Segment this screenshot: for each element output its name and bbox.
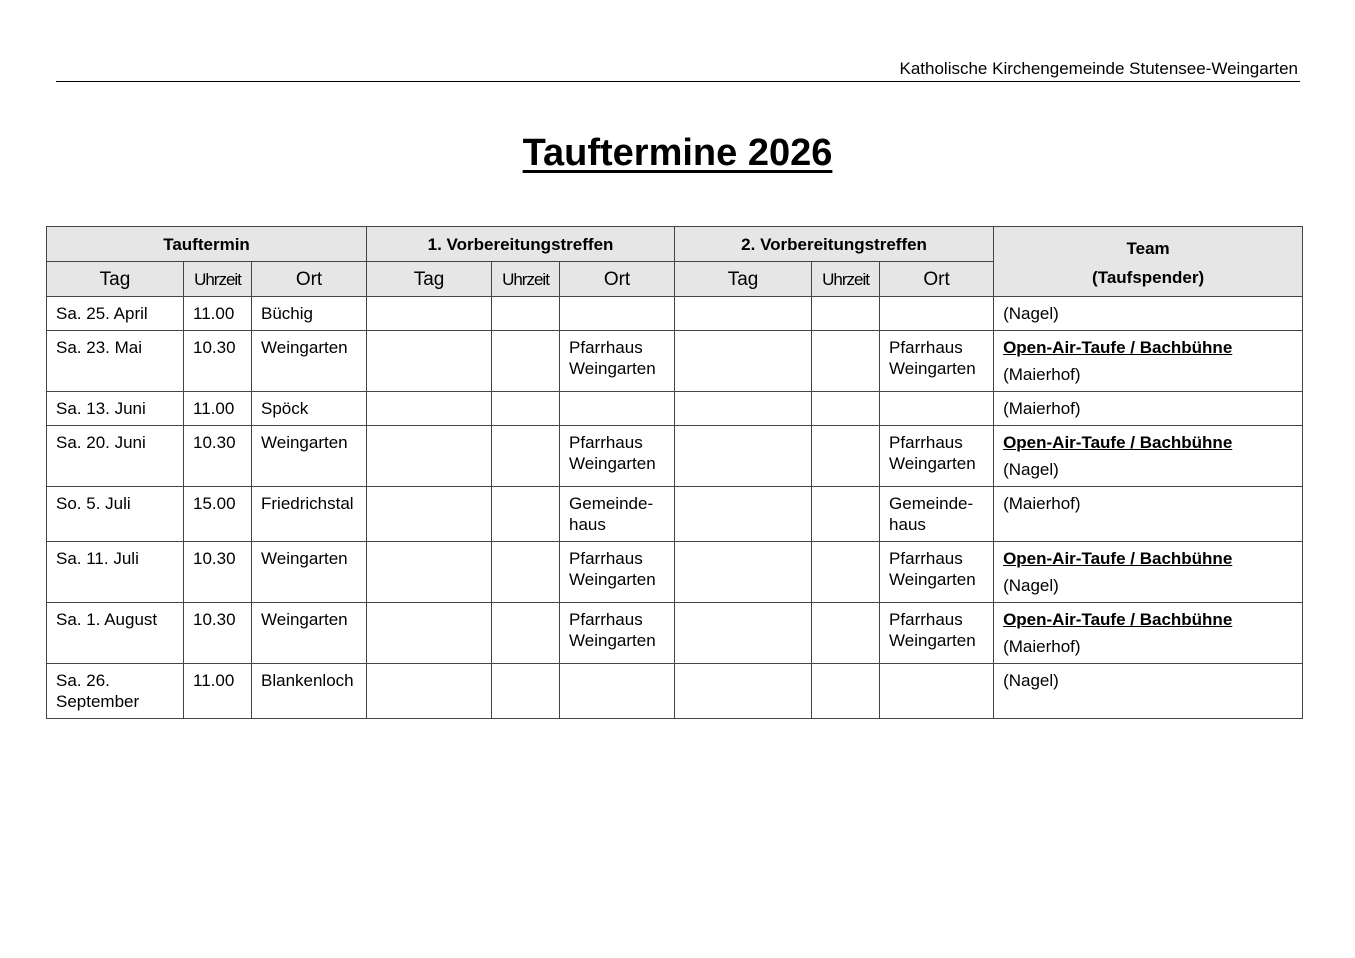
team-name: (Nagel) <box>1003 576 1059 595</box>
team-name: (Nagel) <box>1003 460 1059 479</box>
table-row <box>47 664 1303 719</box>
v1-ort-cell <box>560 297 675 331</box>
ort-cell: Weingarten <box>252 603 367 664</box>
uhrzeit-cell: 10.30 <box>184 542 252 603</box>
v1-ort-cell: Gemeinde-haus <box>560 487 675 542</box>
table-row <box>47 487 1303 542</box>
v1-tag-cell <box>367 664 492 719</box>
column-header: Uhrzeit <box>184 262 252 297</box>
ort-cell: Friedrichstal <box>252 487 367 542</box>
baptism-schedule-table <box>46 226 1303 719</box>
tag-cell: Sa. 11. Juli <box>47 542 184 603</box>
organization-header: Katholische Kirchengemeinde Stutensee-Weingarten <box>899 59 1298 78</box>
column-header: Ort <box>252 262 367 297</box>
team-cell <box>994 603 1303 664</box>
v2-tag-cell <box>675 392 812 426</box>
v2-uhrzeit-cell <box>812 297 880 331</box>
uhrzeit-cell: 10.30 <box>184 331 252 392</box>
group-header-tauftermin: Tauftermin <box>47 227 367 262</box>
v1-uhrzeit-cell <box>492 487 560 542</box>
v2-tag-cell <box>675 542 812 603</box>
v2-uhrzeit-cell <box>812 331 880 392</box>
team-event-title: Open-Air-Taufe / Bachbühne <box>1003 549 1233 568</box>
v2-tag-cell <box>675 487 812 542</box>
column-header: Uhrzeit <box>492 262 560 297</box>
team-event-title: Open-Air-Taufe / Bachbühne <box>1003 610 1233 629</box>
team-cell <box>994 426 1303 487</box>
v1-tag-cell <box>367 542 492 603</box>
v2-tag-cell <box>675 297 812 331</box>
column-header: Uhrzeit <box>812 262 880 297</box>
v2-ort-cell: Pfarrhaus Weingarten <box>880 426 994 487</box>
page-title-text: Tauftermine 2026 <box>522 132 833 174</box>
v1-uhrzeit-cell <box>492 664 560 719</box>
ort-cell: Büchig <box>252 297 367 331</box>
v2-ort-cell: Gemeinde-haus <box>880 487 994 542</box>
v2-ort-cell <box>880 392 994 426</box>
ort-cell: Weingarten <box>252 331 367 392</box>
team-name: (Nagel) <box>1003 671 1059 690</box>
table-row <box>47 392 1303 426</box>
v2-ort-cell: Pfarrhaus Weingarten <box>880 331 994 392</box>
team-cell <box>994 392 1303 426</box>
v2-ort-cell: Pfarrhaus Weingarten <box>880 542 994 603</box>
v2-uhrzeit-cell <box>812 603 880 664</box>
v2-tag-cell <box>675 426 812 487</box>
v1-tag-cell <box>367 297 492 331</box>
uhrzeit-cell: 11.00 <box>184 664 252 719</box>
table-row <box>47 542 1303 603</box>
header-divider <box>56 81 1300 82</box>
group-header-vorbereitung-1: 1. Vorbereitungstreffen <box>367 227 675 262</box>
team-name: (Maierhof) <box>1003 399 1081 418</box>
v2-ort-cell <box>880 664 994 719</box>
team-header <box>994 227 1303 297</box>
team-cell <box>994 331 1303 392</box>
v2-tag-cell <box>675 664 812 719</box>
team-cell <box>994 297 1303 331</box>
ort-cell: Spöck <box>252 392 367 426</box>
v1-tag-cell <box>367 426 492 487</box>
team-event-title: Open-Air-Taufe / Bachbühne <box>1003 433 1233 452</box>
ort-cell: Blankenloch <box>252 664 367 719</box>
column-header: Tag <box>47 262 184 297</box>
v1-uhrzeit-cell <box>492 392 560 426</box>
team-name: (Nagel) <box>1003 304 1059 323</box>
team-name: (Maierhof) <box>1003 494 1081 513</box>
v1-uhrzeit-cell <box>492 297 560 331</box>
v1-uhrzeit-cell <box>492 331 560 392</box>
v1-ort-cell: Pfarrhaus Weingarten <box>560 331 675 392</box>
uhrzeit-cell: 11.00 <box>184 297 252 331</box>
uhrzeit-cell: 10.30 <box>184 603 252 664</box>
uhrzeit-cell: 11.00 <box>184 392 252 426</box>
team-event-title: Open-Air-Taufe / Bachbühne <box>1003 338 1233 357</box>
team-cell <box>994 542 1303 603</box>
team-name: (Maierhof) <box>1003 637 1081 656</box>
v1-ort-cell: Pfarrhaus Weingarten <box>560 603 675 664</box>
v1-tag-cell <box>367 331 492 392</box>
tag-cell: Sa. 25. April <box>47 297 184 331</box>
v2-uhrzeit-cell <box>812 664 880 719</box>
column-header: Tag <box>367 262 492 297</box>
tag-cell: Sa. 1. August <box>47 603 184 664</box>
tag-cell: Sa. 26. September <box>47 664 184 719</box>
ort-cell: Weingarten <box>252 426 367 487</box>
tag-cell: Sa. 23. Mai <box>47 331 184 392</box>
v1-tag-cell <box>367 392 492 426</box>
v1-ort-cell <box>560 392 675 426</box>
page-title <box>0 130 1355 176</box>
team-cell <box>994 487 1303 542</box>
table-row <box>47 331 1303 392</box>
v1-ort-cell: Pfarrhaus Weingarten <box>560 542 675 603</box>
uhrzeit-cell: 15.00 <box>184 487 252 542</box>
v2-ort-cell: Pfarrhaus Weingarten <box>880 603 994 664</box>
v2-uhrzeit-cell <box>812 542 880 603</box>
table-row <box>47 603 1303 664</box>
v1-ort-cell <box>560 664 675 719</box>
v1-uhrzeit-cell <box>492 426 560 487</box>
v2-uhrzeit-cell <box>812 426 880 487</box>
column-header: Tag <box>675 262 812 297</box>
table-row <box>47 426 1303 487</box>
v2-tag-cell <box>675 331 812 392</box>
ort-cell: Weingarten <box>252 542 367 603</box>
v2-uhrzeit-cell <box>812 392 880 426</box>
v2-tag-cell <box>675 603 812 664</box>
v2-ort-cell <box>880 297 994 331</box>
v1-uhrzeit-cell <box>492 603 560 664</box>
v1-uhrzeit-cell <box>492 542 560 603</box>
v1-tag-cell <box>367 603 492 664</box>
tag-cell: Sa. 13. Juni <box>47 392 184 426</box>
column-header: Ort <box>560 262 675 297</box>
tag-cell: Sa. 20. Juni <box>47 426 184 487</box>
group-header-vorbereitung-2: 2. Vorbereitungstreffen <box>675 227 994 262</box>
v1-tag-cell <box>367 487 492 542</box>
team-header-line2: (Taufspender) <box>1092 268 1205 287</box>
team-name: (Maierhof) <box>1003 365 1081 384</box>
tag-cell: So. 5. Juli <box>47 487 184 542</box>
uhrzeit-cell: 10.30 <box>184 426 252 487</box>
column-header: Ort <box>880 262 994 297</box>
v2-uhrzeit-cell <box>812 487 880 542</box>
v1-ort-cell: Pfarrhaus Weingarten <box>560 426 675 487</box>
team-header-line1: Team <box>1126 239 1170 258</box>
team-cell <box>994 664 1303 719</box>
table-row <box>47 297 1303 331</box>
